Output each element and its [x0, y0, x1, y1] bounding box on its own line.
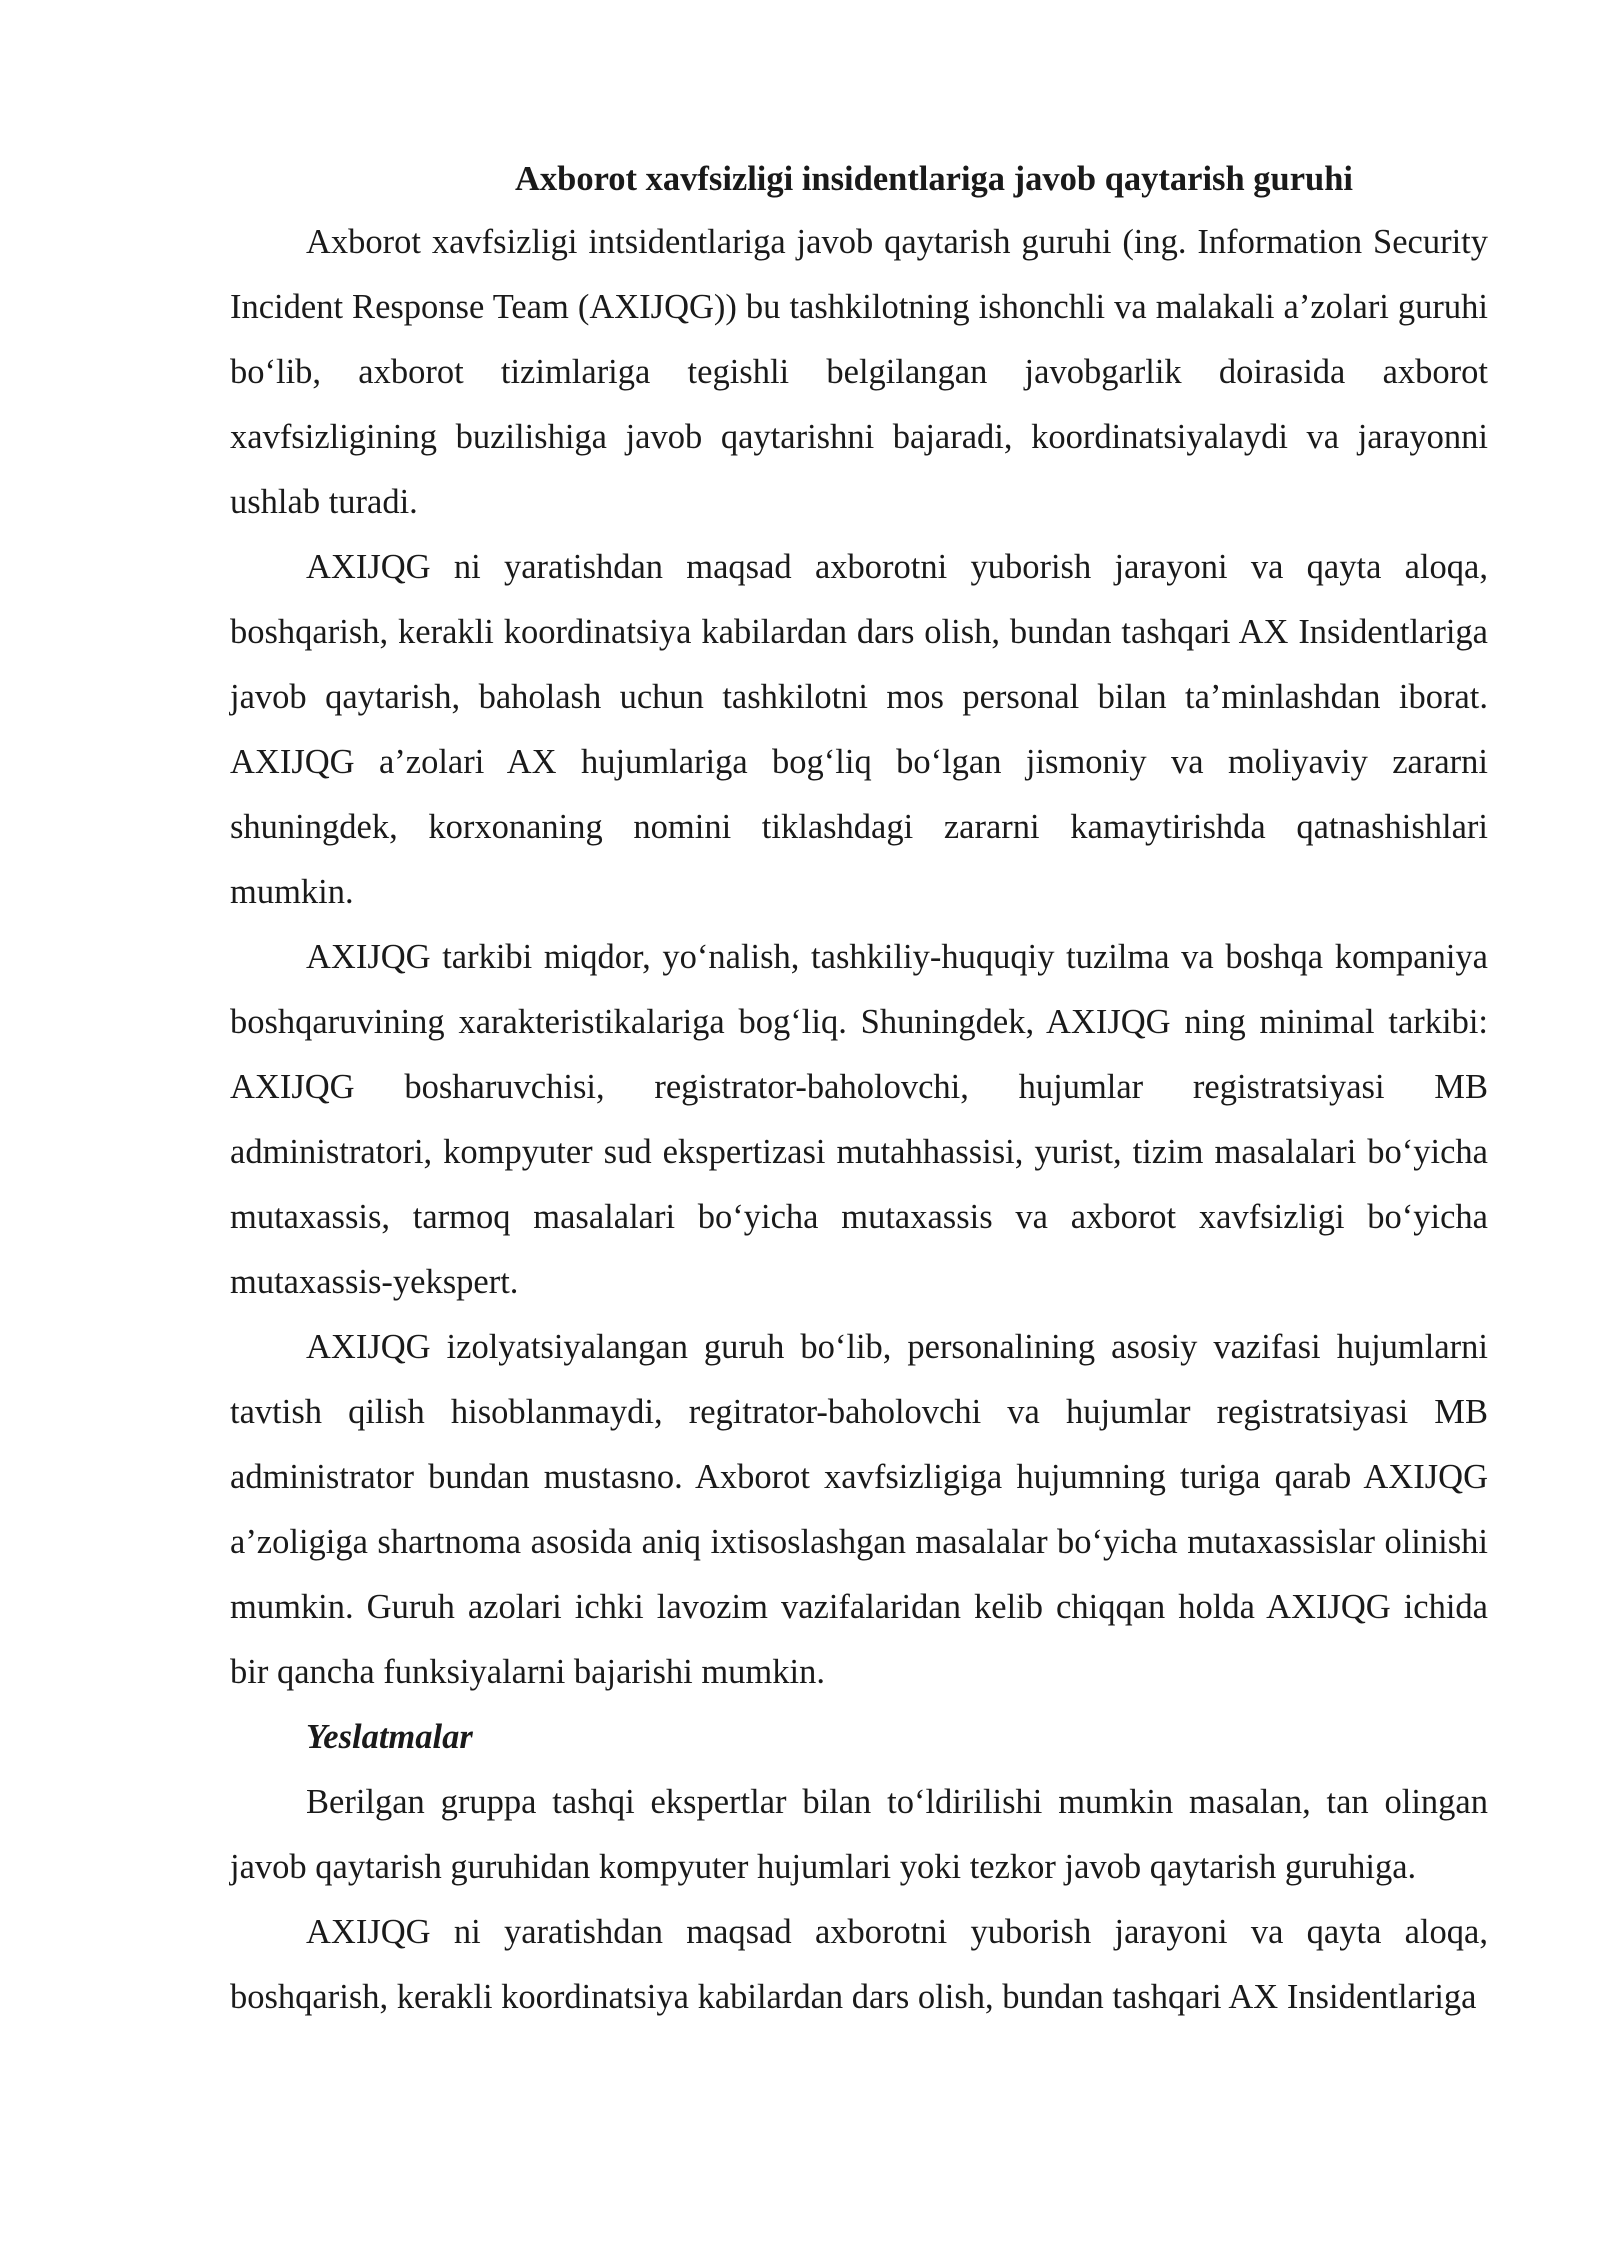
paragraph-composition: AXIJQG tarkibi miqdor, yo‘nalish, tashkiliy-huquqiy tuzilma va boshqa kompaniya boshqaruvining xarakteristikalariga bog‘liq. Shuningdek, AXIJQG ning minimal tarkibi: AXIJQG bosharuvchisi, registrator-baholovchi, hujumlar registratsiyasi MB administratori, kompyuter sud ekspertizasi mutahhassisi, yurist, tizim masalalari bo‘yicha mutaxassis, tarmoq masalalari bo‘yicha mutaxassis va axborot xavfsizligi bo‘yicha mutaxassis-yekspert. [230, 938, 1488, 1301]
document-title: Axborot xavfsizligi insidentlariga javob qaytarish guruhi [515, 160, 1353, 198]
paragraph-isolation: AXIJQG izolyatsiyalangan guruh bo‘lib, personalining asosiy vazifasi hujumlarni tavtish qilish hisoblanmaydi, regitrator-baholovchi va hujumlar registratsiyasi MB administrator bundan mustasno. Axborot xavfsizligiga hujumning turiga qarab AXIJQG a’zoligiga shartnoma asosida aniq ixtisoslashgan masalalar bo‘yicha mutaxassislar olinishi mumkin. Guruh azolari ichki lavozim vazifalaridan kelib chiqqan holda AXIJQG ichida bir qancha funksiyalarni bajarishi mumkin. [230, 1328, 1488, 1691]
paragraph-purpose: AXIJQG ni yaratishdan maqsad axborotni yuborish jarayoni va qayta aloqa, boshqarish, kerakli koordinatsiya kabilardan dars olish, bundan tashqari AX Insidentlariga javob qaytarish, baholash uchun tashkilotni mos personal bilan ta’minlashdan iborat. AXIJQG a’zolari AX hujumlariga bog‘liq bo‘lgan jismoniy va moliyaviy zararni shuningdek, korxonaning nomini tiklashdagi zararni kamaytirishda qatnashishlari mumkin. [230, 548, 1488, 911]
notes-subheading: Yeslatmalar [306, 1718, 473, 1756]
document-body [230, 148, 1488, 2030]
paragraph-external-experts: Berilgan gruppa tashqi ekspertlar bilan to‘ldirilishi mumkin masalan, tan olingan javob qaytarish guruhidan kompyuter hujumlari yoki tezkor javob qaytarish guruhiga. [230, 1783, 1488, 1886]
paragraph-purpose-repeat: AXIJQG ni yaratishdan maqsad axborotni yuborish jarayoni va qayta aloqa, boshqarish, kerakli koordinatsiya kabilardan dars olish, bundan tashqari AX Insidentlariga [230, 1913, 1488, 2016]
paragraph-definition: Axborot xavfsizligi intsidentlariga javob qaytarish guruhi (ing. Information Security Incident Response Team (AXIJQG)) bu tashkilotning ishonchli va malakali a’zolari guruhi bo‘lib, axborot tizimlariga tegishli belgilangan javobgarlik doirasida axborot xavfsizligining buzilishiga javob qaytarishni bajaradi, koordinatsiyalaydi va jarayonni ushlab turadi. [230, 223, 1488, 521]
